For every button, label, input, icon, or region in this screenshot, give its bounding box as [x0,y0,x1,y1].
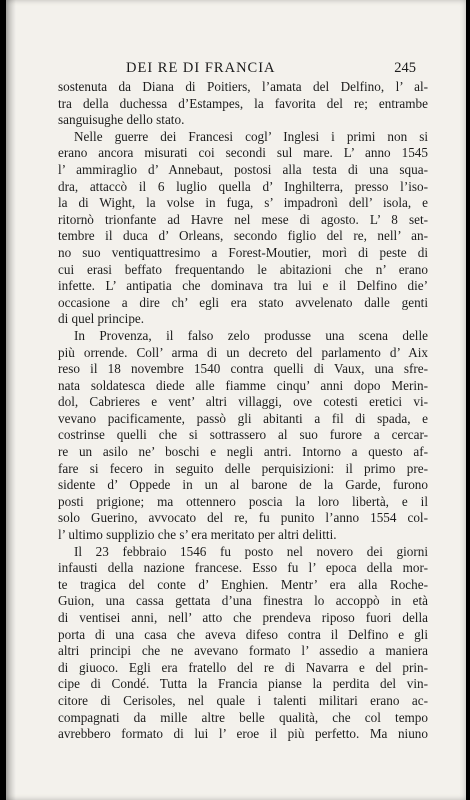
text-line: di giuoco. Egli era fratello del re di Navarra e del prin- [58,659,428,675]
book-page [6,0,466,800]
text-line: solo Guerino, avvocato del re, fu punito l’anno 1554 col- [58,510,428,526]
text-line: infette. L’ antipatia che dominava tra lui e il Delfino die’ [58,278,428,294]
page-number: 245 [394,60,416,76]
text-line: di ventisei anni, nell’ atto che prendeva riposo fuori della [58,610,428,625]
text-line: cipe di Condé. Tutta la Francia pianse la perdita del vin- [58,676,428,692]
text-line: sostenuta da Diana di Poitiers, l’amata del Delfino, l’ al- [58,79,428,94]
text-line: Nelle guerre dei Francesi cogl’ Inglesi i primi non si [74,128,428,144]
text-line: sanguisughe dello stato. [58,112,185,128]
text-line: avrebbero formato di lui l’ eroe il più perfetto. Ma niuno [58,726,428,742]
text-line: di quel principe. [58,311,145,327]
text-line: In Provenza, il falso zelo produsse una scena delle [74,327,428,343]
text-line: fare si fecero in seguito delle perquisizioni: il primo pre- [58,460,428,476]
text-line: te tragica del conte d’ Enghien. Mentr’ era alla Roche- [58,576,428,592]
text-line: compagnati da mille altre belle qualità, che col tempo [58,709,428,725]
text-line: citore di Cerisoles, nel quale i talenti militari erano ac- [58,692,428,708]
text-line: porta di una casa che aveva difeso contra il Delfino e gli [58,626,428,642]
page-header [56,60,416,80]
text-line: infausti della nazione francese. Esso fu l’ epoca della mor- [58,560,428,576]
text-line: dra, attaccò il 6 luglio quella d’ Inghilterra, presso l’iso- [58,178,428,194]
text-line: costrinse quelli che si sottrassero al suo furore a cercar- [58,427,428,443]
text-line: ritornò trionfante ad Havre nel mese di agosto. L’ 8 set- [58,211,428,227]
text-line: erano ancora misurati coi secondi sul mare. L’ anno 1545 [58,145,428,161]
body-text [58,79,428,743]
text-line: tra della duchessa d’Estampes, la favorita del re; entrambe [58,95,428,111]
text-line: altri principi che ne avevano formato l’ assedio a maniera [58,643,428,659]
text-line: no suo ventiquattresimo a Forest-Moutier, morì di peste di [58,244,428,260]
running-head: DEI RE DI FRANCIA [126,60,276,76]
text-line: Guion, una cassa gettata d’una finestra lo accoppò in età [58,593,428,609]
text-line: tembre il duca d’ Orleans, secondo figlio del re, nell’ an- [58,228,428,244]
text-line: dol, Cabrieres e vent’ altri villaggi, ove cotesti eretici vi- [58,394,428,410]
gutter-shadow [6,0,16,800]
text-line: l’ ultimo supplizio che s’ era meritato per altri delitti. [58,527,337,543]
text-line: vevano pacificamente, passò gli abitanti a fil di spada, e [58,410,428,426]
text-line: occasione a dire ch’ egli era stato avvelenato dalle genti [58,294,428,310]
text-line: sidente d’ Oppede in un al barone de la Garde, furono [58,477,428,493]
text-line: più orrende. Coll’ arma di un decreto del parlamento d’ Aix [58,344,428,360]
text-line: re un asilo ne’ boschi e negli antri. Intorno a questo af- [58,444,428,460]
text-line: la di Wight, la volse in fuga, s’ impadronì dell’ isola, e [58,195,428,211]
text-line: cui erasi beffato frequentando le abitazioni che n’ erano [58,261,428,277]
text-line: l’ ammiraglio d’ Annebaut, postosi alla testa di una squa- [58,161,428,177]
text-line: posti prigione; ma ottennero poscia la loro libertà, e il [58,493,428,509]
text-line: nata soldatesca diede alle fiamme cinqu’ anni dopo Merin- [58,377,428,393]
text-line: Il 23 febbraio 1546 fu posto nel novero dei giorni [74,543,428,559]
text-line: reso il 18 novembre 1540 contra quelli di Vaux, una sfre- [58,361,428,377]
